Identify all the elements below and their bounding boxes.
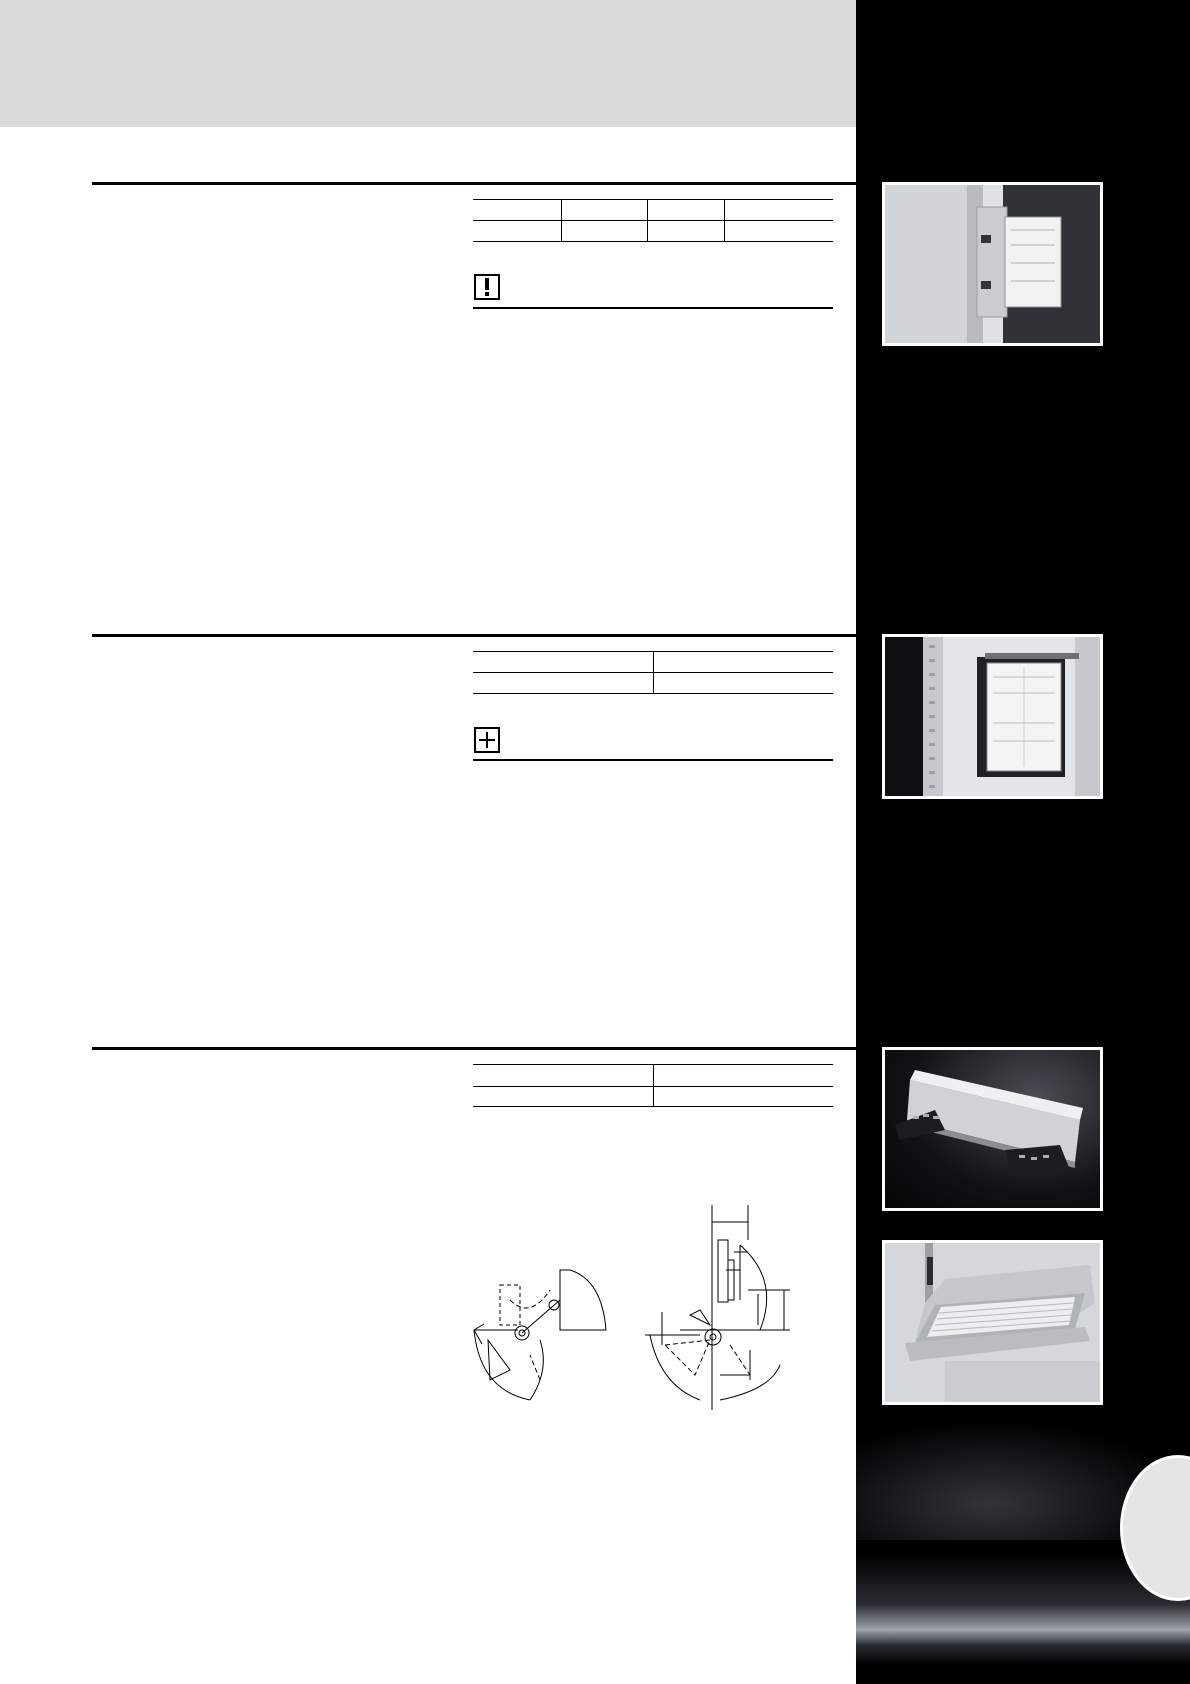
table-3-bottom-line <box>473 1106 833 1107</box>
table-2-bottom-line <box>473 693 833 694</box>
plus-icon <box>474 727 500 753</box>
table-1-col-sep <box>647 199 648 241</box>
note-1-rule <box>473 307 833 309</box>
swing-arc-drawing-right-icon <box>640 1200 800 1410</box>
keyboard-tray-open-photo <box>882 1240 1103 1405</box>
section-1-rule <box>92 182 856 185</box>
keyboard-tray-closed-photo <box>882 1047 1103 1211</box>
table-1-mid-line <box>473 220 833 221</box>
section-3-rule <box>92 1047 856 1050</box>
swing-arc-drawing-left-icon <box>470 1260 610 1410</box>
table-1-bottom-line <box>473 241 833 242</box>
section-2-rule <box>92 634 856 637</box>
table-3-col-sep <box>653 1064 654 1106</box>
document-holder-in-rack-photo <box>882 634 1103 799</box>
note-2-rule <box>473 759 833 761</box>
header-band <box>0 0 856 127</box>
table-2-col-sep <box>653 651 654 693</box>
table-1-top-line <box>473 199 833 200</box>
table-1-col-sep <box>561 199 562 241</box>
document-holder-on-door-photo <box>882 182 1103 346</box>
table-1-col-sep <box>724 199 725 241</box>
exclamation-icon <box>474 274 500 300</box>
